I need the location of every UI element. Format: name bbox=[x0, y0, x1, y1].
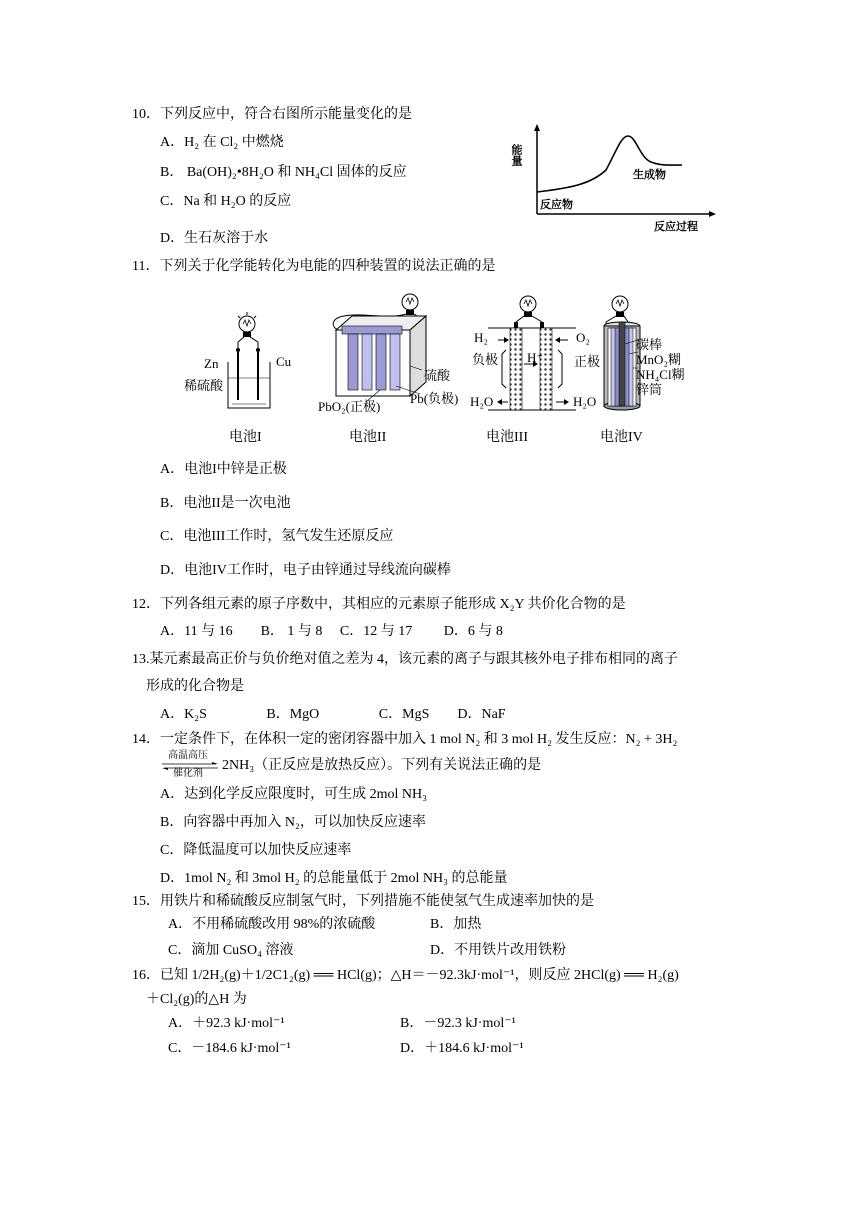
cell-1-zn-label: Zn bbox=[204, 356, 219, 371]
cell-3-positive-label: 正极 bbox=[574, 354, 601, 369]
cell-2-diagram bbox=[326, 290, 430, 404]
q10-option-a: A．H₂ 在 Cl₂ 中燃烧 bbox=[160, 135, 284, 150]
cell-1-cu-label: Cu bbox=[276, 354, 292, 369]
q13-options: A．K₂S B．MgO C．MgS D．NaF bbox=[160, 707, 506, 722]
cell-3-o2-label: O₂ bbox=[576, 330, 590, 345]
q13-stem-line2: 形成的化合物是 bbox=[146, 679, 244, 694]
cell-3-h2-label: H₂ bbox=[474, 330, 488, 345]
cell-1-caption: 电池I bbox=[229, 430, 262, 445]
cell-4-zinc-can-label: 锌筒 bbox=[636, 382, 663, 397]
cell-2-caption: 电池II bbox=[349, 430, 387, 445]
q10-option-d: D．生石灰溶于水 bbox=[160, 231, 269, 246]
cell-3-h2o-left-label: H₂O bbox=[470, 394, 494, 409]
q14-option-b: B．向容器中再加入 N₂，可以加快反应速率 bbox=[160, 815, 426, 830]
q10-option-b: B． Ba(OH)₂•8H₂O 和 NH₄Cl 固体的反应 bbox=[160, 165, 407, 180]
q14-stem-line1: 14．一定条件下，在体积一定的密闭容器中加入 1 mol N₂ 和 3 mol H₂ 发生反应：N₂ + 3H₂ bbox=[132, 732, 678, 747]
q16-stem-line1: 16．已知 1/2H₂(g)＋1/2C1₂(g) ══ HCl(g)；△H＝－92.3kJ·mol⁻¹，则反应 2HCl(g) ══ H₂(g) bbox=[132, 968, 679, 983]
cell-3-h2o-right-label: H₂O bbox=[573, 394, 597, 409]
q15-option-d: D．不用铁片改用铁粉 bbox=[430, 943, 567, 958]
q13-stem-line1: 13.某元素最高正价与负价绝对值之差为 4，该元素的离子与跟其核外电子排布相同的离子 bbox=[132, 652, 678, 667]
products-label: 生成物 bbox=[633, 169, 666, 181]
cell-4-mno2-label: MnO₂糊 bbox=[636, 352, 681, 367]
q14-option-a: A．达到化学反应限度时，可生成 2mol NH₃ bbox=[160, 787, 427, 802]
q16-option-b: B．－92.3 kJ·mol⁻¹ bbox=[400, 1016, 516, 1031]
q12-options: A．11 与 16 B． 1 与 8 C．12 与 17 D．6 与 8 bbox=[160, 624, 503, 639]
q11-option-c: C．电池III工作时，氢气发生还原反应 bbox=[160, 529, 394, 544]
q14-option-d: D．1mol N₂ 和 3mol H₂ 的总能量低于 2mol NH₃ 的总能量 bbox=[160, 871, 508, 886]
q11-stem: 11．下列关于化学能转化为电能的四种装置的说法正确的是 bbox=[132, 259, 496, 274]
cell-4-caption: 电池IV bbox=[600, 430, 643, 445]
q15-option-c: C．滴加 CuSO₄ 溶液 bbox=[168, 943, 294, 958]
cell-4-carbon-rod-label: 碳棒 bbox=[636, 337, 663, 352]
cell-2-pbo2-label: PbO₂(正极) bbox=[318, 399, 381, 414]
q10-option-c: C．Na 和 H₂O 的反应 bbox=[160, 194, 292, 209]
cell-3-caption: 电池III bbox=[486, 430, 528, 445]
q14-option-c: C．降低温度可以加快反应速率 bbox=[160, 843, 352, 858]
cell-3-negative-label: 负极 bbox=[472, 352, 499, 367]
q12-stem: 12．下列各组元素的原子序数中，其相应的元素原子能形成 X₂Y 共价化合物的是 bbox=[132, 597, 626, 612]
q11-option-a: A．电池I中锌是正极 bbox=[160, 462, 287, 477]
q11-option-b: B．电池II是一次电池 bbox=[160, 496, 291, 511]
q11-option-d: D．电池IV工作时，电子由锌通过导线流向碳棒 bbox=[160, 563, 451, 578]
q10-stem: 10．下列反应中，符合右图所示能量变化的是 bbox=[132, 107, 412, 122]
q16-option-c: C．－184.6 kJ·mol⁻¹ bbox=[168, 1041, 291, 1056]
cell-3-hplus-label: H⁺ bbox=[527, 350, 544, 365]
q15-stem: 15．用铁片和稀硫酸反应制氢气时，下列措施不能使氢气生成速率加快的是 bbox=[132, 894, 594, 909]
condition-top: 高温高压 bbox=[168, 750, 208, 761]
q15-option-a: A．不用稀硫酸改用 98%的浓硫酸 bbox=[168, 917, 376, 932]
energy-diagram bbox=[510, 122, 718, 236]
reactants-label: 反应物 bbox=[540, 199, 573, 211]
cell-2-pb-label: Pb(负极) bbox=[410, 391, 459, 406]
q15-option-b: B．加热 bbox=[430, 917, 482, 932]
reaction-progress-label: 反应过程 bbox=[654, 221, 698, 233]
cell-1-diagram bbox=[220, 310, 280, 414]
cell-2-acid-label: 硫酸 bbox=[424, 368, 451, 383]
q14-stem-line2: 2NH₃（正反应是放热反应）。下列有关说法正确的是 bbox=[222, 758, 542, 773]
energy-axis-label: 能量 bbox=[510, 144, 522, 166]
q16-option-d: D．＋184.6 kJ·mol⁻¹ bbox=[400, 1041, 524, 1056]
cell-4-nh4cl-label: NH₄Cl糊 bbox=[636, 367, 685, 382]
q16-stem-line2: ＋Cl₂(g)的△H 为 bbox=[146, 992, 247, 1007]
q16-option-a: A．＋92.3 kJ·mol⁻¹ bbox=[168, 1016, 285, 1031]
condition-bottom: 催化剂 bbox=[173, 768, 203, 779]
reaction-condition-arrow bbox=[160, 752, 220, 780]
cell-1-acid-label: 稀硫酸 bbox=[184, 378, 224, 393]
